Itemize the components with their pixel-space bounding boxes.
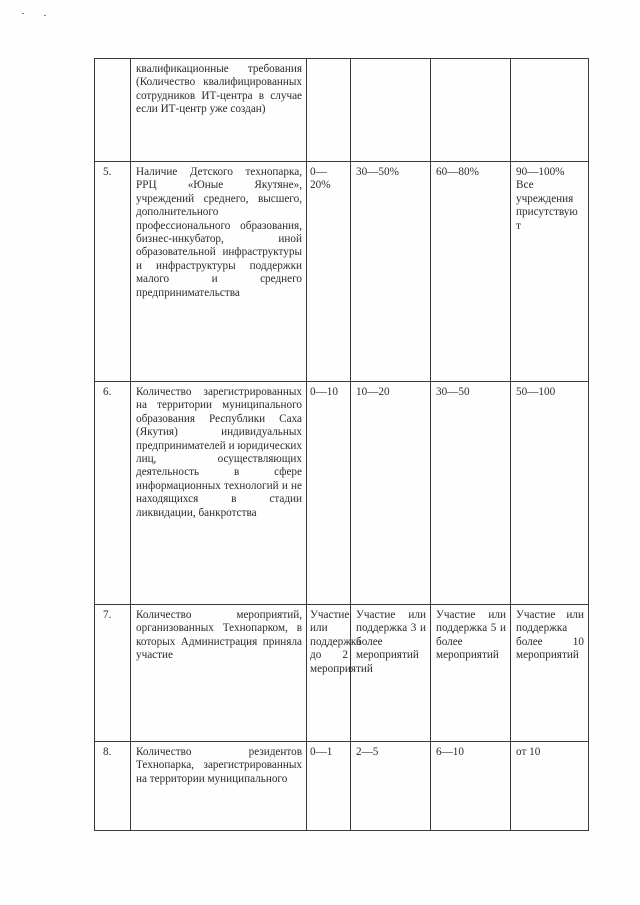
criterion-description: квалификационные требования (Количество квалифицированных сотрудников ИТ-центра в случае если ИТ-центр уже создан) xyxy=(131,59,307,162)
table-row xyxy=(95,742,589,831)
level-3-cell: 60—80% xyxy=(431,162,511,382)
row-number: 5. xyxy=(95,162,131,382)
level-2-cell xyxy=(351,59,431,162)
level-1-cell: 0—1 xyxy=(307,742,351,831)
level-3-cell: 30—50 xyxy=(431,382,511,605)
criterion-description: Количество резидентов Технопарка, зарегистрированных на территории муниципального xyxy=(131,742,307,831)
level-4-cell: Участие или поддержка более 10 мероприятий xyxy=(511,605,589,742)
level-2-cell: Участие или поддержка 3 и более мероприятий xyxy=(351,605,431,742)
row-number: 6. xyxy=(95,382,131,605)
level-4-cell: 50—100 xyxy=(511,382,589,605)
level-4-cell xyxy=(511,59,589,162)
table-row xyxy=(95,162,589,382)
level-4-cell: от 10 xyxy=(511,742,589,831)
scan-speck xyxy=(44,15,46,16)
table-row xyxy=(95,382,589,605)
level-3-cell xyxy=(431,59,511,162)
level-2-cell: 10—20 xyxy=(351,382,431,605)
level-1-cell xyxy=(307,59,351,162)
level-1-cell: Участие или поддержка до 2 мероприятий xyxy=(307,605,351,742)
level-1-cell: 0—10 xyxy=(307,382,351,605)
level-1-cell: 0— 20% xyxy=(307,162,351,382)
level-2-cell: 2—5 xyxy=(351,742,431,831)
scan-speck xyxy=(22,13,24,14)
criterion-description: Количество мероприятий, организованных Технопарком, в которых Администрация приняла участие xyxy=(131,605,307,742)
level-4-cell: 90—100% Все учреждения присутствую т xyxy=(511,162,589,382)
row-number: 7. xyxy=(95,605,131,742)
level-2-cell: 30—50% xyxy=(351,162,431,382)
level-3-cell: Участие или поддержка 5 и более мероприятий xyxy=(431,605,511,742)
row-number xyxy=(95,59,131,162)
criterion-description: Наличие Детского технопарка, РРЦ «Юные Якутяне», учреждений среднего, высшего, дополнительного профессионального образования, бизнес-инкубатор, иной образовательной инфраструктуры и инфраструктуры поддержки малого и среднего предпринимательства xyxy=(131,162,307,382)
table-row xyxy=(95,605,589,742)
row-number: 8. xyxy=(95,742,131,831)
level-3-cell: 6—10 xyxy=(431,742,511,831)
table-row xyxy=(95,59,589,162)
criterion-description: Количество зарегистрированных на территории муниципального образования Республики Саха (Якутия) индивидуальных предпринимателей и юридических лиц, осуществляющих деятельность в сфере информационных технологий и не находящихся в стадии ликвидации, банкротства xyxy=(131,382,307,605)
criteria-table xyxy=(94,58,589,831)
